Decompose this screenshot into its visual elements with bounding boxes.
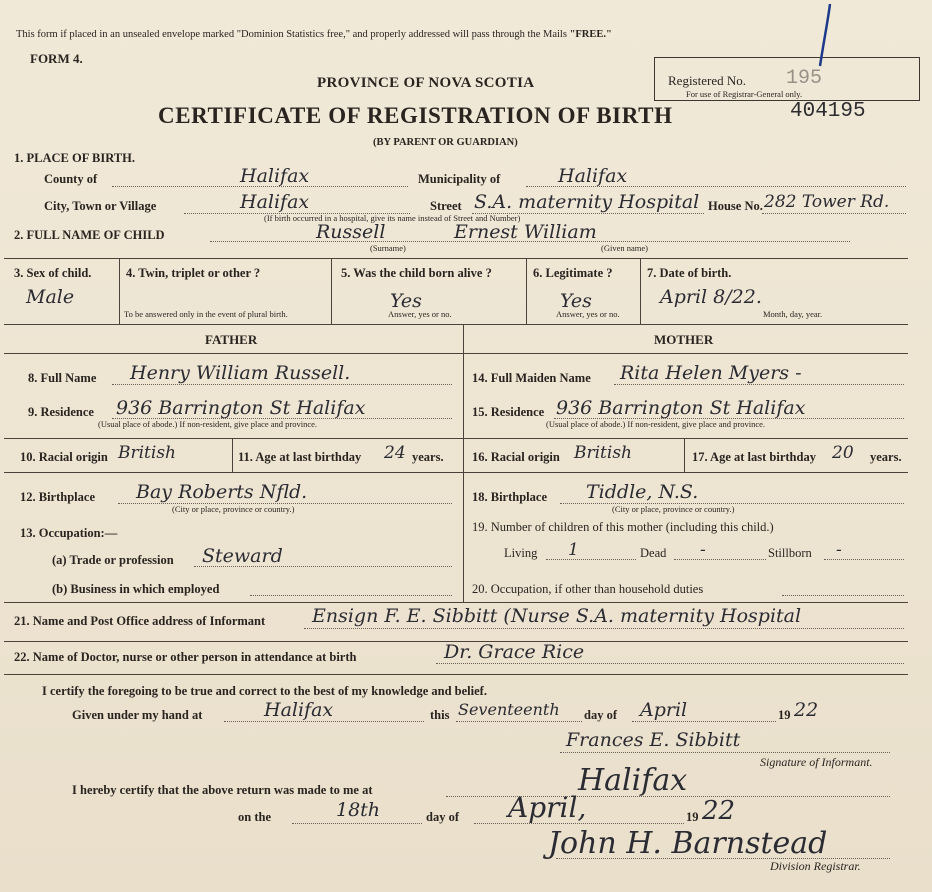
mother-racial-label: 16. Racial origin: [472, 450, 560, 464]
mother-children-label: 19. Number of children of this mother (including this child.): [472, 520, 774, 534]
mother-maiden-value: Rita Helen Myers -: [620, 362, 802, 384]
stillborn-value: -: [836, 540, 842, 560]
mother-age-unit: years.: [870, 450, 902, 464]
doctor-label: 22. Name of Doctor, nurse or other person in attendance at birth: [14, 650, 357, 664]
given-day-value: Seventeenth: [458, 700, 560, 719]
mother-birthplace-label: 18. Birthplace: [472, 490, 547, 504]
on-year-prefix: 19: [686, 810, 699, 824]
racial-bottom-rule: [4, 472, 908, 473]
stamped-number: 404195: [790, 100, 866, 123]
sex-value: Male: [26, 286, 75, 308]
informant-signature-caption: Signature of Informant.: [760, 755, 873, 769]
trade-label: (a) Trade or profession: [52, 553, 174, 567]
business-line: [250, 595, 452, 596]
place-of-birth-heading: 1. PLACE OF BIRTH.: [14, 151, 135, 165]
informant-value: Ensign F. E. Sibbitt (Nurse S.A. maternity Hospital: [312, 605, 802, 627]
mother-occupation-label: 20. Occupation, if other than household duties: [472, 582, 704, 596]
municipality-value: Halifax: [558, 165, 628, 187]
dead-label: Dead: [640, 546, 667, 560]
county-value: Halifax: [240, 165, 310, 187]
this-label: this: [430, 708, 450, 722]
father-name-label: 8. Full Name: [28, 371, 97, 385]
mother-residence-note: (Usual place of abode.) If non-resident, give place and province.: [546, 419, 766, 429]
mail-notice-text: This form if placed in an unsealed envelope marked "Dominion Statistics free," and properly addressed will pass through the Mails: [16, 29, 567, 40]
given-place-value: Halifax: [264, 699, 334, 721]
registered-no-value: 195: [786, 67, 823, 90]
trade-value: Steward: [202, 545, 283, 567]
on-day-value: 18th: [336, 799, 381, 821]
dead-value: -: [700, 540, 706, 560]
mother-occupation-line: [782, 595, 904, 596]
given-month-value: April: [640, 699, 688, 721]
street-value: S.A. maternity Hospital: [474, 191, 700, 213]
registrar-caption: Division Registrar.: [770, 859, 861, 873]
father-racial-value: British: [118, 443, 176, 463]
father-birthplace-note: (City or place, province or country.): [172, 504, 295, 514]
details-bottom-rule: [4, 324, 908, 325]
doctor-value: Dr. Grace Rice: [444, 641, 585, 663]
dob-label: 7. Date of birth.: [647, 266, 732, 280]
child-name-label: 2. FULL NAME OF CHILD: [14, 228, 165, 242]
father-name-value: Henry William Russell.: [130, 362, 351, 384]
father-name-line: [112, 384, 452, 385]
mail-notice-free: "FREE.": [569, 29, 612, 40]
given-under-label: Given under my hand at: [72, 708, 203, 722]
alive-value: Yes: [390, 290, 422, 312]
mother-age-value: 20: [832, 443, 854, 463]
day-of-label: day of: [584, 708, 617, 722]
province-heading: PROVINCE OF NOVA SCOTIA: [317, 75, 535, 91]
city-value: Halifax: [240, 191, 310, 213]
on-month-value: April,: [508, 791, 587, 824]
form-label: FORM 4.: [30, 51, 83, 66]
racial-top-rule: [4, 438, 908, 439]
on-year-value: 22: [702, 796, 736, 826]
legitimate-label: 6. Legitimate ?: [533, 266, 613, 280]
parents-heading-rule: [4, 353, 908, 354]
twin-label: 4. Twin, triplet or other ?: [126, 266, 261, 280]
dead-line: [674, 559, 766, 560]
alive-label: 5. Was the child born alive ?: [341, 266, 492, 280]
father-racial-label: 10. Racial origin: [20, 450, 108, 464]
business-label: (b) Business in which employed: [52, 582, 220, 596]
return-place-value: Halifax: [578, 763, 688, 798]
day-line: [456, 721, 582, 722]
twin-note: To be answered only in the event of plural birth.: [124, 309, 288, 319]
living-line: [546, 559, 636, 560]
house-line: [762, 213, 906, 214]
mother-age-divider: [684, 438, 685, 472]
informant-label: 21. Name and Post Office address of Informant: [14, 614, 266, 628]
details-divider-3: [526, 258, 527, 324]
given-caption: (Given name): [601, 243, 648, 253]
house-label: House No.: [708, 199, 763, 213]
father-age-unit: years.: [412, 450, 444, 464]
certificate-subtitle: (BY PARENT OR GUARDIAN): [373, 137, 518, 148]
street-label: Street: [430, 199, 462, 213]
mail-notice: [16, 28, 612, 42]
father-birthplace-label: 12. Birthplace: [20, 490, 95, 504]
legitimate-note: Answer, yes or no.: [556, 309, 620, 319]
informant-signature: Frances E. Sibbitt: [566, 729, 741, 751]
ink-tick-mark: [808, 0, 836, 70]
sex-label: 3. Sex of child.: [14, 266, 92, 280]
on-day-of-label: day of: [426, 810, 459, 824]
mother-maiden-label: 14. Full Maiden Name: [472, 371, 591, 385]
doctor-bottom-rule: [4, 674, 908, 675]
father-age-value: 24: [384, 443, 406, 463]
month-line: [632, 721, 776, 722]
child-given-value: Ernest William: [454, 221, 597, 243]
doctor-line: [436, 663, 904, 664]
living-value: 1: [568, 540, 579, 560]
surname-caption: (Surname): [370, 243, 406, 253]
on-the-label: on the: [238, 810, 271, 824]
registered-no-label: Registered No.: [668, 73, 746, 88]
father-age-divider: [232, 438, 233, 472]
hospital-note: (If birth occurred in a hospital, give its name instead of Street and Number): [264, 213, 521, 223]
registrar-signature: John H. Barnstead: [548, 826, 828, 861]
child-surname-value: Russell: [316, 221, 386, 243]
father-residence-note: (Usual place of abode.) If non-resident, give place and province.: [98, 419, 318, 429]
alive-note: Answer, yes or no.: [388, 309, 452, 319]
stillborn-label: Stillborn: [768, 546, 812, 560]
details-top-rule: [4, 258, 908, 259]
parents-center-divider: [463, 324, 464, 602]
mother-heading: MOTHER: [654, 332, 714, 347]
mother-age-label: 17. Age at last birthday: [692, 450, 816, 464]
informant-signature-line: [560, 752, 890, 753]
mother-residence-value: 936 Barrington St Halifax: [556, 397, 806, 419]
father-heading: FATHER: [205, 332, 258, 347]
house-value: 282 Tower Rd.: [764, 192, 890, 212]
mother-birthplace-value: Tiddle, N.S.: [586, 481, 699, 503]
father-birthplace-value: Bay Roberts Nfld.: [136, 481, 308, 503]
living-label: Living: [504, 546, 538, 560]
county-label: County of: [44, 172, 98, 186]
informant-line: [304, 628, 904, 629]
details-divider-4: [640, 258, 641, 324]
details-divider-2: [331, 258, 332, 324]
legitimate-value: Yes: [560, 290, 592, 312]
city-label: City, Town or Village: [44, 199, 157, 213]
return-statement: I hereby certify that the above return was made to me at: [72, 783, 373, 797]
on-day-line: [292, 823, 422, 824]
given-place-line: [224, 721, 424, 722]
father-occupation-label: 13. Occupation:—: [20, 526, 118, 540]
parents-bottom-rule: [4, 602, 908, 603]
mother-maiden-line: [614, 384, 904, 385]
certificate-title: CERTIFICATE OF REGISTRATION OF BIRTH: [158, 103, 673, 128]
father-residence-value: 936 Barrington St Halifax: [116, 397, 366, 419]
details-divider-1: [119, 258, 120, 324]
mother-residence-label: 15. Residence: [472, 405, 545, 419]
mother-racial-value: British: [574, 443, 632, 463]
registrar-use-note: For use of Registrar-General only.: [686, 89, 803, 99]
father-residence-label: 9. Residence: [28, 405, 94, 419]
given-year-value: 22: [794, 699, 819, 721]
municipality-label: Municipality of: [418, 172, 501, 186]
mother-birthplace-note: (City or place, province or country.): [612, 504, 735, 514]
year-prefix: 19: [778, 708, 791, 722]
dob-value: April 8/22.: [660, 286, 762, 308]
father-age-label: 11. Age at last birthday: [238, 450, 362, 464]
certify-statement: I certify the foregoing to be true and correct to the best of my knowledge and belief.: [42, 684, 487, 698]
dob-note: Month, day, year.: [763, 309, 823, 319]
